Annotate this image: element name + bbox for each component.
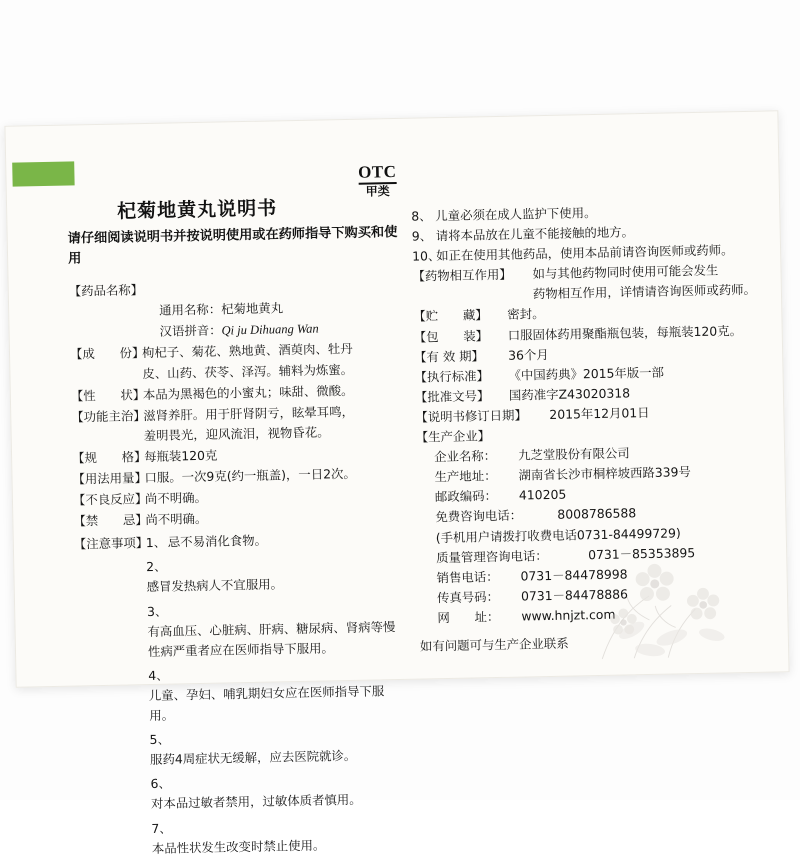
field-precautions — [74, 528, 404, 555]
list-item — [74, 552, 405, 599]
list-item-text: 儿童必须在成人监护下使用。 — [435, 204, 597, 224]
field-label: 【性 状】 — [70, 386, 146, 404]
field-value: 密封。 — [507, 306, 545, 323]
field-label: 【贮 藏】 — [413, 307, 488, 325]
right-column — [411, 200, 770, 657]
field-label: 【执行标准】 — [414, 367, 490, 385]
field-value-cont: 羞明畏光，迎风流泪，视物昏花。 — [143, 424, 330, 443]
field-value: 0731－84478998 — [520, 566, 628, 584]
contact-footnote: 如有问题可与生产企业联系 — [419, 635, 569, 654]
field-label: 生产地址： — [434, 468, 497, 485]
list-item-text: 对本品过敏者禁用，过敏体质者慎用。 — [150, 792, 362, 812]
field-value: 尚不明确。 — [144, 489, 208, 507]
field-value: 36个月 — [507, 346, 549, 363]
field-value: 滋肾养肝。用于肝肾阴亏，眩晕耳鸣， — [143, 403, 355, 423]
list-item-text: 感冒发热病人不宜服用。 — [146, 576, 284, 595]
field-label: 通用名称： — [159, 301, 222, 318]
field-value: 0731－84478886 — [520, 586, 629, 604]
field-value: 2015年12月01日 — [549, 404, 650, 422]
green-color-block — [12, 161, 74, 186]
field-value: 枸杞子、菊花、熟地黄、酒萸肉、牡丹 — [141, 341, 353, 361]
list-item-text: 请将本品放在儿童不能接触的地方。 — [435, 224, 635, 244]
field-label: 【药物相互作用】 — [412, 266, 512, 284]
field-label: 汉语拼音： — [159, 322, 222, 339]
field-label: 销售电话： — [436, 568, 499, 585]
list-item-number: 6、 — [150, 775, 171, 792]
list-item-text: 如正在使用其他药品，使用本品前请咨询医师或药师。 — [435, 242, 734, 264]
field-value: 410205 — [518, 486, 567, 503]
list-item-text: 忌不易消化食物。 — [167, 532, 268, 550]
field-value: 0731－85353895 — [588, 544, 696, 562]
field-label: 【规 格】 — [71, 448, 147, 466]
field-label: 【不良反应】 — [72, 491, 148, 508]
list-item — [78, 769, 409, 816]
field-value: 本品为黑褐色的小蜜丸；味甜、微酸。 — [142, 382, 354, 402]
field-label: 质量管理咨询电话： — [436, 547, 548, 565]
field-value-cont: 药物相互作用，详情请咨询医师或药师。 — [532, 282, 757, 302]
list-item-text: 儿童、孕妇、哺乳期妇女应在医师指导下服用。 — [148, 683, 385, 724]
list-item — [75, 596, 406, 663]
field-value: www.hnjzt.com — [521, 606, 616, 624]
list-item — [78, 725, 409, 772]
field-label: 【有 效 期】 — [414, 347, 485, 365]
field-value: 每瓶装120克 — [143, 447, 218, 464]
list-item-number: 9、 — [411, 228, 433, 244]
list-item-text: 有高血压、心脏病、肝病、糖尿病、肾病等慢性病严重者应在医师指导下服用。 — [147, 618, 396, 659]
list-item-number: 3、 — [146, 603, 168, 619]
field-value: 口服固体药用聚酯瓶包装，每瓶装120克。 — [507, 322, 743, 343]
left-column — [69, 275, 411, 860]
field-label: 【注意事项】 — [73, 535, 149, 552]
field-value: 九芝堂股份有限公司 — [518, 445, 630, 463]
list-item-text: 服药4周症状无缓解，应去医院就诊。 — [149, 748, 357, 768]
page-title: 杞菊地黄丸说明书 — [116, 197, 278, 223]
medicine-leaflet — [4, 110, 789, 856]
field-ingredients — [70, 338, 401, 385]
field-label: 【说明书修订日期】 — [415, 407, 528, 425]
field-value: 《中国药典》2015年版一部 — [508, 364, 665, 383]
field-label: 【生产企业】 — [415, 428, 491, 445]
list-item-text: 本品性状发生改变时禁止使用。 — [151, 837, 326, 856]
field-label: 传真号码： — [436, 588, 500, 606]
list-item-number: 8、 — [411, 208, 432, 224]
field-label: 【药品名称】 — [68, 282, 144, 299]
field-label: 企业名称： — [434, 448, 497, 465]
otc-label: OTC — [358, 163, 397, 185]
field-indications — [71, 401, 402, 448]
field-label: 【功能主治】 — [71, 407, 146, 425]
field-value: 如与其他药物同时使用可能会发生 — [532, 262, 719, 282]
field-label: 网 址： — [437, 608, 500, 626]
field-value-cont: 皮、山药、茯苓、泽泻。辅料为炼蜜。 — [142, 361, 354, 381]
otc-class-label: 甲类 — [365, 183, 390, 199]
field-label: 邮政编码： — [434, 488, 498, 505]
field-value: 湖南省长沙市桐梓坡西路339号 — [518, 464, 692, 483]
field-value: 尚不明确。 — [145, 511, 208, 528]
list-item-number: 5、 — [149, 731, 171, 748]
page-subtitle: 请仔细阅读说明书并按说明使用或在药师指导下购买和使用 — [67, 224, 398, 268]
mfr-mobile-note: (手机用户请拨打收费电话0731-84499729) — [435, 524, 681, 545]
field-value: 国药准字Z43020318 — [508, 385, 631, 403]
field-label: 【批准文号】 — [414, 387, 490, 405]
list-item-number: 2、 — [145, 559, 167, 575]
field-label: 【包 装】 — [413, 327, 489, 345]
field-drug-interactions — [412, 260, 763, 307]
field-value: 杞菊地黄丸 — [220, 300, 284, 317]
list-item-number: 1、 — [145, 534, 167, 551]
field-value: Qi ju Dihuang Wan — [221, 321, 319, 338]
list-item — [79, 813, 410, 860]
list-item-number: 10、 — [411, 248, 441, 264]
otc-badge — [358, 163, 397, 198]
field-label: 【成 份】 — [69, 345, 145, 362]
field-label: 【禁 忌】 — [73, 512, 148, 529]
list-item-number: 7、 — [151, 820, 172, 836]
field-value: 8008786588 — [557, 505, 637, 523]
field-label: 【用法用量】 — [72, 470, 148, 487]
field-label: 免费咨询电话： — [435, 507, 523, 525]
leaflet-content — [5, 111, 788, 856]
field-value: 口服。一次9克(约一瓶盖)，一日2次。 — [144, 465, 356, 486]
list-item — [76, 661, 407, 728]
list-item-number: 4、 — [148, 667, 169, 683]
